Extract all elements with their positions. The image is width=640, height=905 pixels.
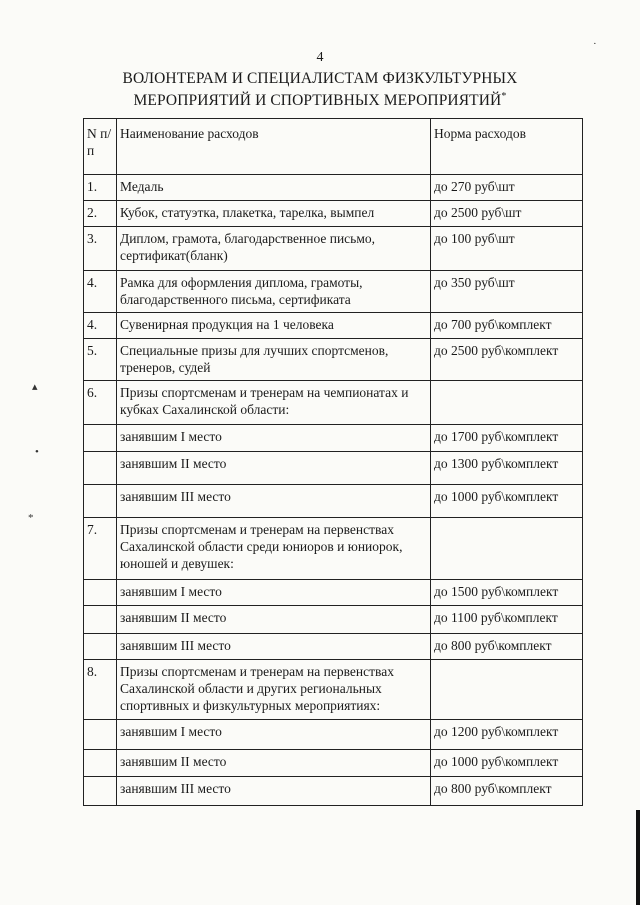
scan-speck: • bbox=[35, 446, 39, 458]
table-row bbox=[84, 201, 583, 227]
row-norm: до 800 руб\комплект bbox=[431, 634, 583, 660]
row-number: 4. bbox=[84, 271, 117, 313]
row-number: 8. bbox=[84, 660, 117, 720]
table-row bbox=[84, 271, 583, 313]
row-name: занявшим III место bbox=[117, 485, 431, 518]
row-number: 6. bbox=[84, 381, 117, 425]
table-row bbox=[84, 606, 583, 634]
row-name: занявшим III место bbox=[117, 777, 431, 806]
row-name: занявшим II место bbox=[117, 750, 431, 777]
row-norm: до 800 руб\комплект bbox=[431, 777, 583, 806]
row-name: занявшим I место bbox=[117, 425, 431, 452]
title-asterisk: * bbox=[501, 91, 507, 102]
row-number bbox=[84, 634, 117, 660]
row-name: занявшим I место bbox=[117, 580, 431, 606]
row-norm: до 270 руб\шт bbox=[431, 175, 583, 201]
row-norm: до 1100 руб\комплект bbox=[431, 606, 583, 634]
table-row bbox=[84, 485, 583, 518]
row-name: занявшим II место bbox=[117, 606, 431, 634]
scan-speck: * bbox=[28, 512, 34, 524]
table-row bbox=[84, 720, 583, 750]
table-header-row bbox=[84, 119, 583, 175]
header-name: Наименование расходов bbox=[117, 119, 431, 175]
table-body bbox=[84, 119, 583, 806]
row-number: 3. bbox=[84, 227, 117, 271]
row-name: Медаль bbox=[117, 175, 431, 201]
row-norm: до 2500 руб\комплект bbox=[431, 339, 583, 381]
row-name: Призы спортсменам и тренерам на первенствах Сахалинской области и других региональных спортивных и физкультурных мероприятиях: bbox=[117, 660, 431, 720]
table-row bbox=[84, 313, 583, 339]
row-norm bbox=[431, 660, 583, 720]
row-name: Рамка для оформления диплома, грамоты, благодарственного письма, сертификата bbox=[117, 271, 431, 313]
row-norm: до 1300 руб\комплект bbox=[431, 452, 583, 485]
row-norm: до 1200 руб\комплект bbox=[431, 720, 583, 750]
row-number bbox=[84, 425, 117, 452]
scan-edge-shadow bbox=[636, 810, 640, 905]
row-name: Сувенирная продукция на 1 человека bbox=[117, 313, 431, 339]
table-row bbox=[84, 634, 583, 660]
table-row bbox=[84, 227, 583, 271]
row-norm: до 100 руб\шт bbox=[431, 227, 583, 271]
table-row bbox=[84, 175, 583, 201]
row-number: 1. bbox=[84, 175, 117, 201]
table-row bbox=[84, 452, 583, 485]
row-norm: до 1700 руб\комплект bbox=[431, 425, 583, 452]
row-norm bbox=[431, 381, 583, 425]
row-name: Диплом, грамота, благодарственное письмо, сертификат(бланк) bbox=[117, 227, 431, 271]
row-norm: до 1000 руб\комплект bbox=[431, 485, 583, 518]
table-row bbox=[84, 339, 583, 381]
table-row bbox=[84, 425, 583, 452]
row-name: занявшим II место bbox=[117, 452, 431, 485]
row-norm bbox=[431, 518, 583, 580]
header-number: N п/п bbox=[84, 119, 117, 175]
row-number bbox=[84, 452, 117, 485]
row-number: 5. bbox=[84, 339, 117, 381]
title-line-1: ВОЛОНТЕРАМ И СПЕЦИАЛИСТАМ ФИЗКУЛЬТУРНЫХ bbox=[122, 70, 518, 87]
row-number: 4. bbox=[84, 313, 117, 339]
row-number: 2. bbox=[84, 201, 117, 227]
row-number bbox=[84, 720, 117, 750]
header-norm: Норма расходов bbox=[431, 119, 583, 175]
row-norm: до 1000 руб\комплект bbox=[431, 750, 583, 777]
scan-speck: · bbox=[593, 38, 597, 50]
row-norm: до 700 руб\комплект bbox=[431, 313, 583, 339]
row-number bbox=[84, 580, 117, 606]
table-row bbox=[84, 381, 583, 425]
table-row bbox=[84, 750, 583, 777]
row-number bbox=[84, 777, 117, 806]
row-name: Кубок, статуэтка, плакетка, тарелка, вымпел bbox=[117, 201, 431, 227]
expense-norms-table bbox=[83, 118, 583, 806]
table-row bbox=[84, 518, 583, 580]
row-number bbox=[84, 750, 117, 777]
row-name: Призы спортсменам и тренерам на чемпионатах и кубках Сахалинской области: bbox=[117, 381, 431, 425]
scan-speck: ▴ bbox=[32, 381, 38, 393]
row-number bbox=[84, 606, 117, 634]
table-row bbox=[84, 777, 583, 806]
row-number: 7. bbox=[84, 518, 117, 580]
row-name: занявшим III место bbox=[117, 634, 431, 660]
row-name: занявшим I место bbox=[117, 720, 431, 750]
row-number bbox=[84, 485, 117, 518]
table-row bbox=[84, 660, 583, 720]
row-name: Призы спортсменам и тренерам на первенствах Сахалинской области среди юниоров и юниорок, юношей и девушек: bbox=[117, 518, 431, 580]
title-line-2 bbox=[60, 88, 580, 110]
table-row bbox=[84, 580, 583, 606]
page-number: 4 bbox=[316, 50, 324, 65]
title-line-2-text: МЕРОПРИЯТИЙ И СПОРТИВНЫХ МЕРОПРИЯТИЙ bbox=[133, 92, 502, 110]
row-norm: до 1500 руб\комплект bbox=[431, 580, 583, 606]
row-norm: до 350 руб\шт bbox=[431, 271, 583, 313]
row-norm: до 2500 руб\шт bbox=[431, 201, 583, 227]
document-title bbox=[60, 70, 580, 110]
row-name: Специальные призы для лучших спортсменов, тренеров, судей bbox=[117, 339, 431, 381]
